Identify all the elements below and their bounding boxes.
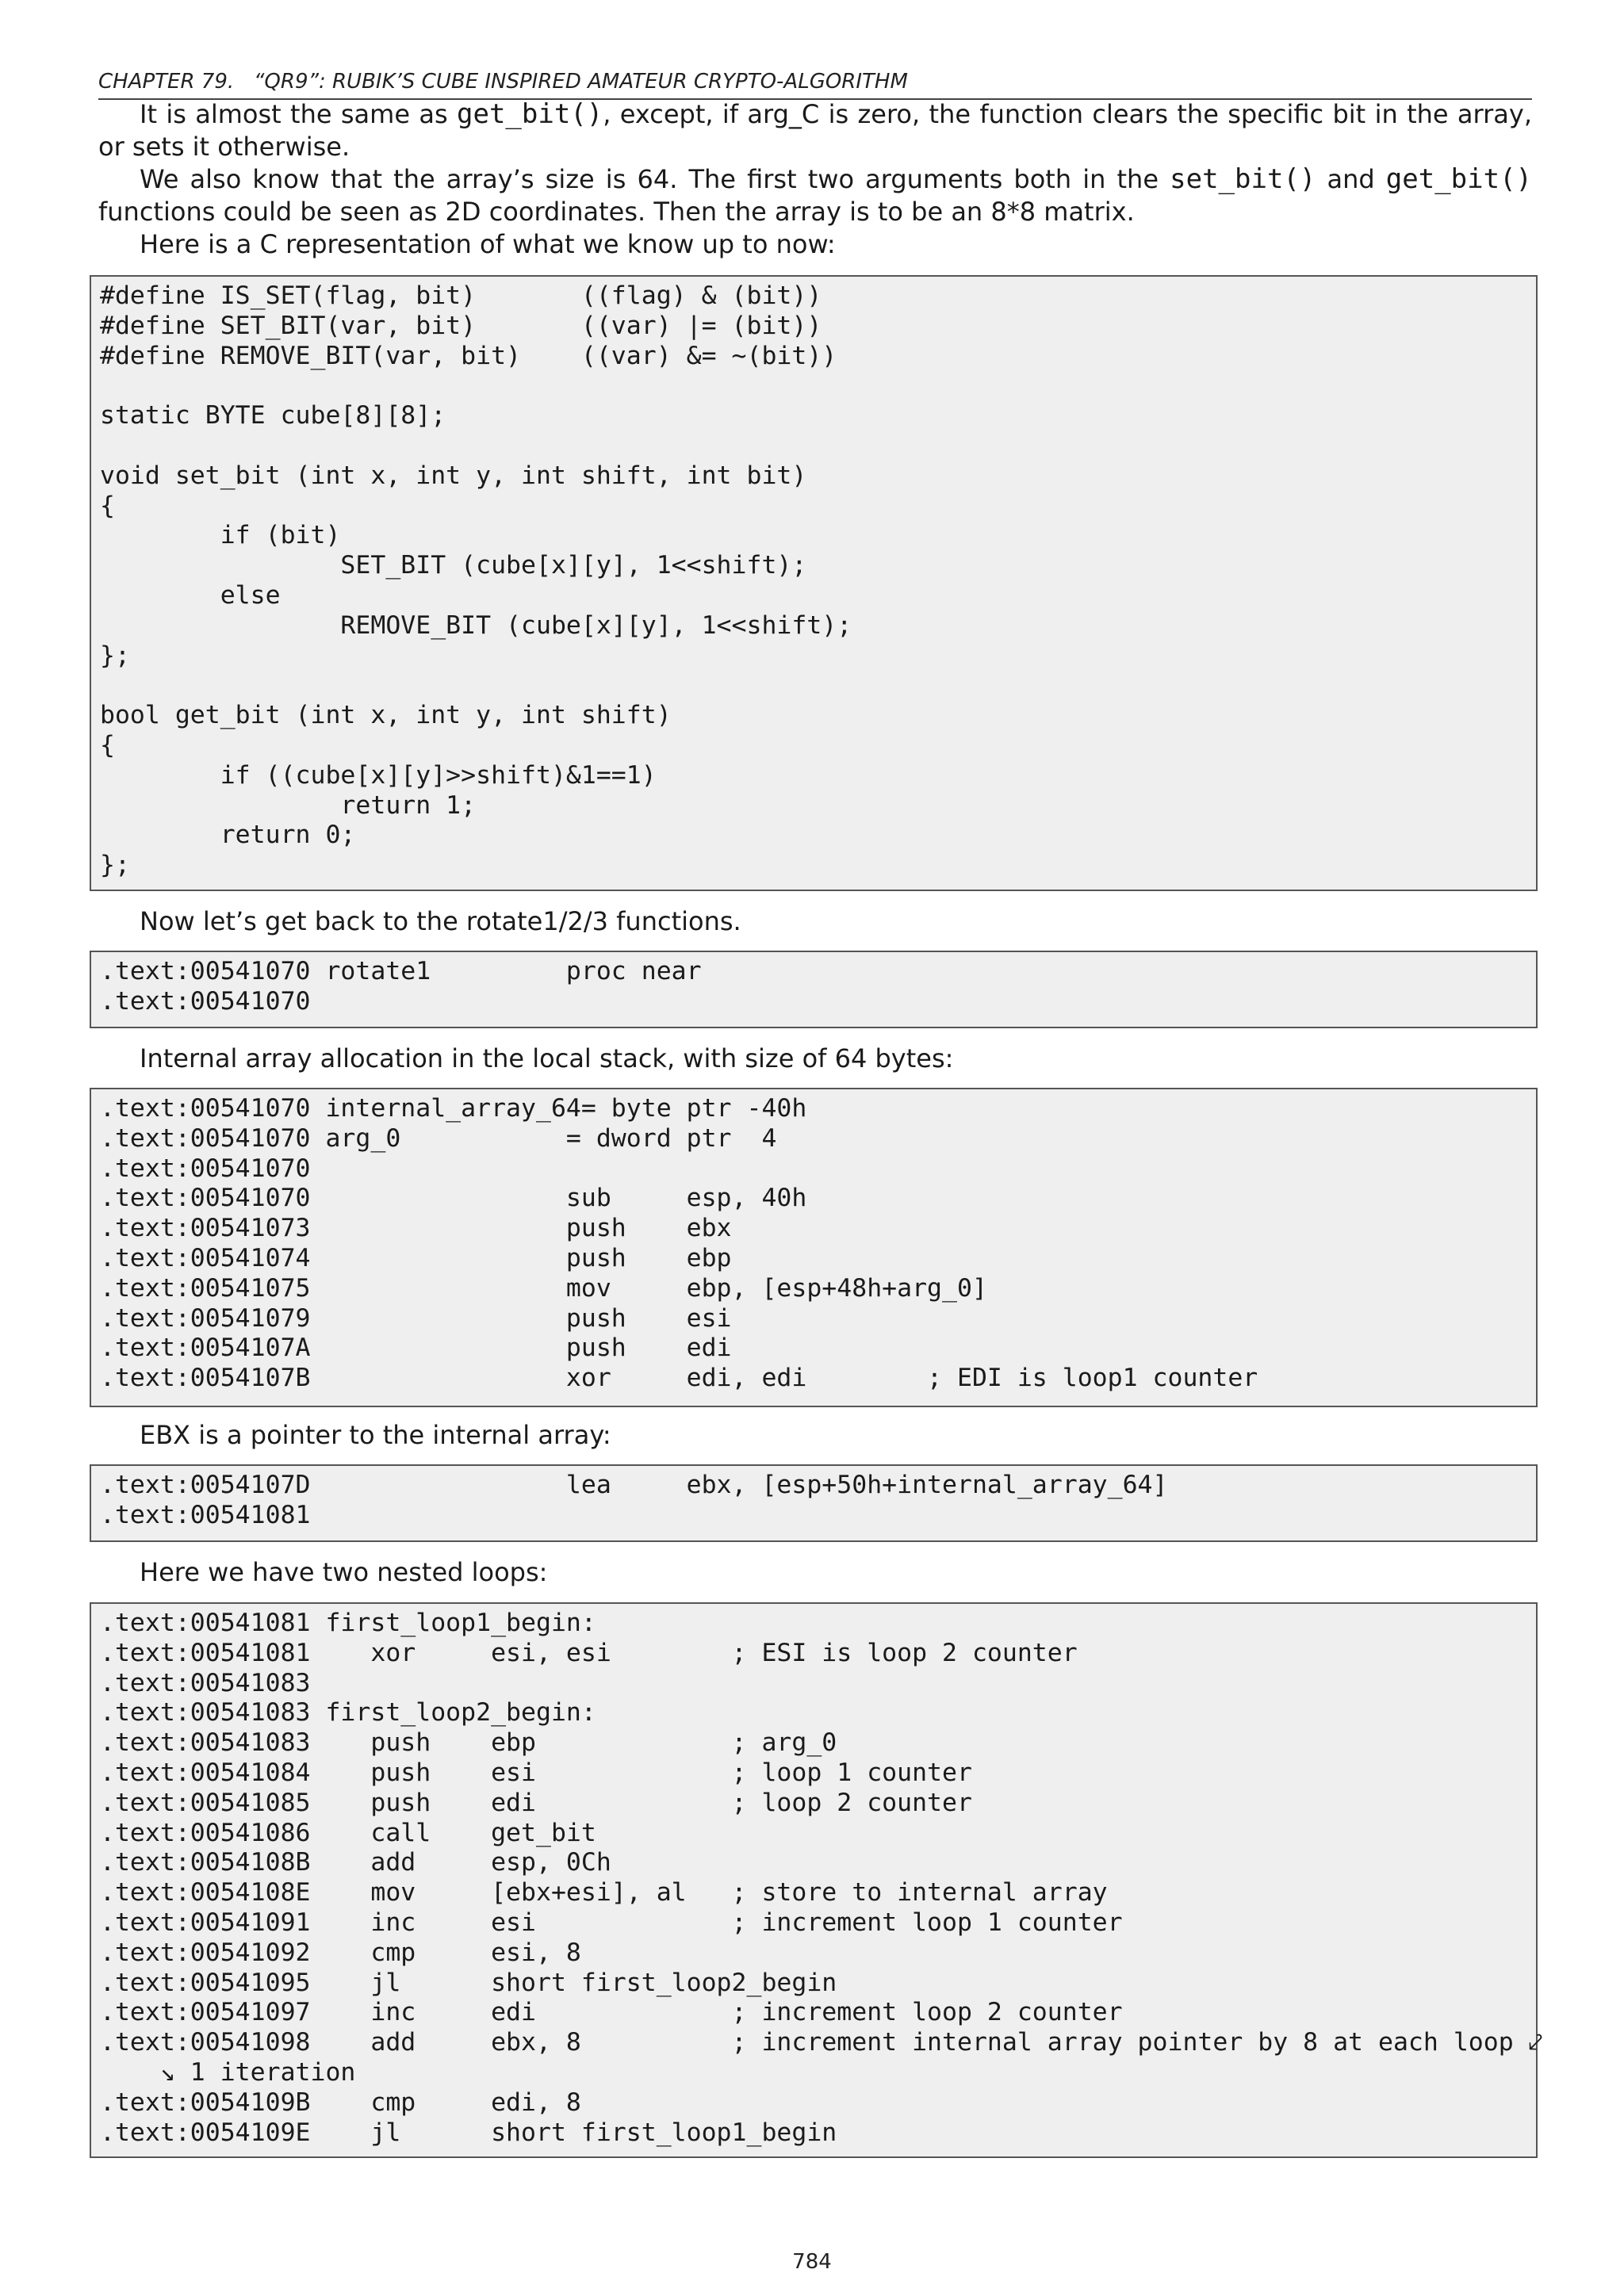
paragraph-text: Here we have two nested loops: bbox=[140, 1557, 548, 1587]
code-block-c-representation bbox=[90, 275, 1538, 891]
inline-code-get-bit: get_bit() bbox=[1385, 163, 1533, 195]
paragraph-rotate-functions bbox=[98, 905, 1532, 938]
paragraph-text: EBX is a pointer to the internal array: bbox=[140, 1420, 611, 1450]
paragraph-text: and bbox=[1316, 164, 1386, 194]
paragraph-text: functions could be seen as 2D coordinates. Then the array is to be an 8*8 matrix. bbox=[98, 197, 1135, 227]
code-listing: .text:0054107D lea ebx, [esp+50h+internal_array_64] .text:00541081 bbox=[100, 1471, 1168, 1529]
paragraph-ebx-pointer bbox=[98, 1419, 1532, 1452]
paragraph-text: Here is a C representation of what we know up to now: bbox=[140, 229, 836, 259]
code-listing: #define IS_SET(flag, bit) ((flag) & (bit)) #define SET_BIT(var, bit) ((var) |= (bit)) #define REMOVE_BIT(var, bit) ((var) &= ~(bit)) static BYTE cube[8][8]; void set_bit (int x, int y, int shift, int bit) { if (bit) SET_BIT (cube[x][y], 1<<shift); else REMOVE_BIT (cube[x][y], 1<<shift); }; bool get_bit (int x, int y, int shift) { if ((cube[x][y]>>shift)&1==1) return 1; return 0; }; bbox=[100, 281, 852, 880]
code-block-lea-ebx bbox=[90, 1464, 1538, 1542]
code-block-stack-allocation bbox=[90, 1088, 1538, 1407]
code-block-nested-loops bbox=[90, 1602, 1543, 2158]
paragraph-internal-array-allocation bbox=[98, 1043, 1532, 1075]
paragraph-text: , except, if arg_C is zero, the function clears the specific bit in the array, or sets it otherwise. bbox=[98, 99, 1533, 162]
paragraph-text: It is almost the same as bbox=[140, 99, 457, 129]
chapter-header: CHAPTER 79. “QR9”: RUBIK’S CUBE INSPIRED AMATEUR CRYPTO-ALGORITHM bbox=[98, 68, 1532, 100]
paragraph-text: Now let’s get back to the rotate1/2/3 functions. bbox=[140, 906, 741, 936]
page-number: 784 bbox=[792, 2250, 832, 2274]
paragraph-c-representation-intro bbox=[98, 228, 1532, 261]
paragraph-set-bit-description bbox=[98, 98, 1532, 163]
inline-code-get-bit: get_bit() bbox=[457, 98, 603, 130]
paragraph-text: Internal array allocation in the local stack, with size of 64 bytes: bbox=[140, 1043, 954, 1073]
code-listing: .text:00541070 rotate1 proc near .text:00541070 bbox=[100, 957, 702, 1016]
inline-code-set-bit: set_bit() bbox=[1170, 163, 1316, 195]
code-listing: .text:00541070 internal_array_64= byte ptr -40h .text:00541070 arg_0 = dword ptr 4 .text:00541070 .text:00541070 sub esp, 40h .text:00541073 push ebx .text:00541074 push ebp .text:00541075 mov ebp, [esp+48h+arg_0] .text:00541079 push esi .text:0054107A push edi .text:0054107B xor edi, edi ; EDI is loop1 counter bbox=[100, 1094, 1258, 1393]
code-block-rotate1-proc bbox=[90, 951, 1538, 1028]
paragraph-text: We also know that the array’s size is 64. The first two arguments both in the bbox=[140, 164, 1170, 194]
paragraph-array-size bbox=[98, 163, 1532, 228]
paragraph-nested-loops bbox=[98, 1556, 1532, 1589]
code-listing: .text:00541081 first_loop1_begin: .text:00541081 xor esi, esi ; ESI is loop 2 counter .text:00541083 .text:00541083 first_loop2_begin: .text:00541083 push ebp ; arg_0 .text:00541084 push esi ; loop 1 counter .text:00541085 push edi ; loop 2 counter .text:00541086 call get_bit .text:0054108B add esp, 0Ch .text:0054108E mov [ebx+esi], al ; store to internal array .text:00541091 inc esi ; increment loop 1 counter .text:00541092 cmp esi, 8 .text:00541095 jl short first_loop2_begin .text:00541097 inc edi ; increment loop 2 counter .text:00541098 add ebx, 8 ; increment internal array pointer by 8 at each loop ⤦ ↘ 1 iteration .text:0054109B cmp edi, 8 .text:0054109E jl short first_loop1_begin bbox=[100, 1609, 1543, 2147]
